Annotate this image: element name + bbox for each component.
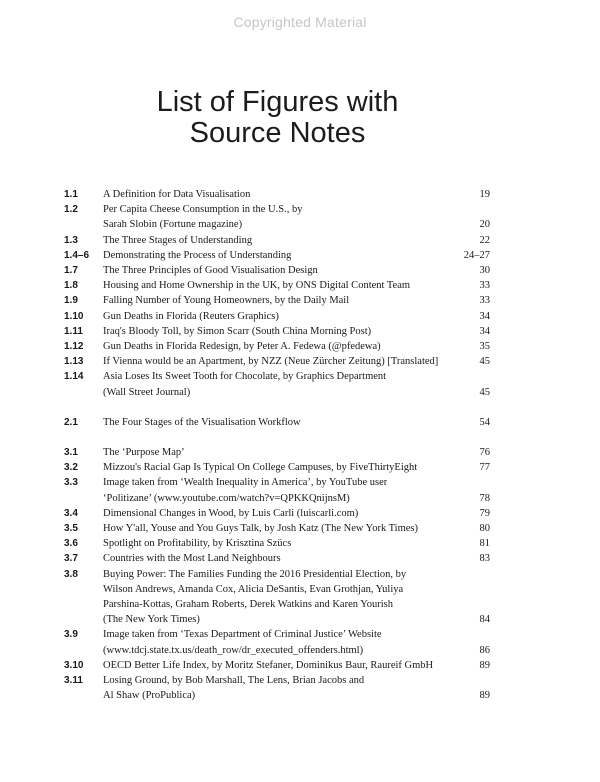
caption-line xyxy=(103,445,490,460)
caption-text: OECD Better Life Index, by Moritz Stefaner, Dominikus Baur, Raureif GmbH xyxy=(103,659,434,671)
figure-number: 1.2 xyxy=(64,204,78,216)
caption-text: (www.tdcj.state.tx.us/death_row/dr_executed_offenders.html) xyxy=(103,644,364,656)
caption-text: The Three Principles of Good Visualisation Design xyxy=(103,265,318,277)
figure-number: 1.8 xyxy=(64,280,78,292)
caption-text: Gun Deaths in Florida Redesign, by Peter A. Fedewa (@pfedewa) xyxy=(103,341,381,353)
figure-entry xyxy=(64,263,490,278)
caption-line xyxy=(103,293,490,308)
caption-text: Asia Loses Its Sweet Tooth for Chocolate, by Graphics Department xyxy=(103,371,387,383)
figure-entry xyxy=(64,445,490,460)
figure-caption xyxy=(103,475,490,505)
caption-line xyxy=(103,263,490,278)
figure-number: 3.2 xyxy=(64,462,78,474)
caption-line xyxy=(103,597,490,612)
caption-text: If Vienna would be an Apartment, by NZZ (Neue Zürcher Zeitung) [Translated] xyxy=(103,356,439,368)
caption-line xyxy=(103,506,490,521)
caption-text: Image taken from ‘Wealth Inequality in America’, by YouTube user xyxy=(103,477,388,489)
figure-entry xyxy=(64,339,490,354)
page-number: 20 xyxy=(479,219,490,231)
caption-line xyxy=(103,278,490,293)
figure-list xyxy=(64,187,490,704)
figure-caption xyxy=(103,354,490,369)
caption-text: Housing and Home Ownership in the UK, by ONS Digital Content Team xyxy=(103,280,411,292)
figure-caption xyxy=(103,567,490,628)
caption-text: (Wall Street Journal) xyxy=(103,386,191,398)
figure-caption xyxy=(103,324,490,339)
caption-line xyxy=(103,521,490,536)
figure-number: 1.3 xyxy=(64,234,78,246)
caption-text: Sarah Slobin (Fortune magazine) xyxy=(103,219,243,231)
caption-text: (The New York Times) xyxy=(103,614,200,626)
caption-line xyxy=(103,187,490,202)
caption-text: Losing Ground, by Bob Marshall, The Lens, Brian Jacobs and xyxy=(103,675,365,687)
caption-line xyxy=(103,643,490,658)
figure-number: 3.4 xyxy=(64,507,78,519)
caption-text: Dimensional Changes in Wood, by Luis Carli (luiscarli.com) xyxy=(103,507,359,519)
figure-entry xyxy=(64,521,490,536)
figure-number: 3.7 xyxy=(64,553,78,565)
caption-text: A Definition for Data Visualisation xyxy=(103,189,251,200)
page-number: 84 xyxy=(479,614,490,626)
figure-entry xyxy=(64,415,490,430)
figure-number: 1.10 xyxy=(64,310,84,322)
figure-entry xyxy=(64,658,490,673)
figure-entry xyxy=(64,369,490,399)
caption-line xyxy=(103,248,490,263)
caption-line xyxy=(103,202,490,217)
page-number: 34 xyxy=(479,310,490,322)
figure-caption xyxy=(103,521,490,536)
caption-line xyxy=(103,673,490,688)
page-number: 33 xyxy=(479,295,490,307)
caption-line xyxy=(103,567,490,582)
figure-number: 1.7 xyxy=(64,265,78,277)
figure-number: 3.8 xyxy=(64,568,78,580)
figure-entry xyxy=(64,551,490,566)
caption-line xyxy=(103,582,490,597)
caption-line xyxy=(103,491,490,506)
figure-caption xyxy=(103,536,490,551)
page-number: 45 xyxy=(479,356,490,368)
section-spacer xyxy=(64,430,490,445)
caption-text: Iraq's Bloody Toll, by Simon Scarr (South China Morning Post) xyxy=(103,325,372,337)
figure-caption xyxy=(103,445,490,460)
caption-line xyxy=(103,233,490,248)
figure-caption xyxy=(103,627,490,657)
caption-line xyxy=(103,612,490,627)
caption-text: Demonstrating the Process of Understanding xyxy=(103,249,292,261)
figure-entry xyxy=(64,324,490,339)
title-line: Source Notes xyxy=(189,117,366,150)
figure-entry xyxy=(64,506,490,521)
caption-text: ‘Politizane’ (www.youtube.com/watch?v=QPKKQnijnsM) xyxy=(103,492,350,504)
page-number: 24–27 xyxy=(463,249,490,261)
caption-line xyxy=(103,627,490,642)
figure-number: 1.4–6 xyxy=(64,249,90,261)
caption-line xyxy=(103,369,490,384)
page-number: 83 xyxy=(479,553,490,565)
page-number: 54 xyxy=(479,416,490,428)
caption-text: Gun Deaths in Florida (Reuters Graphics) xyxy=(103,310,279,322)
figure-number: 1.13 xyxy=(64,356,84,368)
figure-caption xyxy=(103,248,490,263)
figure-number: 2.1 xyxy=(64,416,78,428)
page-number: 30 xyxy=(479,265,490,277)
page-number: 79 xyxy=(479,507,490,519)
figure-number: 3.9 xyxy=(64,629,78,641)
caption-line xyxy=(103,658,490,673)
page-number: 81 xyxy=(479,538,490,550)
figure-number: 1.12 xyxy=(64,341,84,353)
figure-caption xyxy=(103,551,490,566)
figure-entry xyxy=(64,248,490,263)
figure-caption xyxy=(103,673,490,703)
caption-line xyxy=(103,551,490,566)
caption-text: Spotlight on Profitability, by Krisztina Szücs xyxy=(103,538,292,550)
caption-line xyxy=(103,688,490,703)
title-line: List of Figures with xyxy=(156,86,399,119)
page-number: 89 xyxy=(479,659,490,671)
page-number: 22 xyxy=(479,234,490,246)
figure-entry xyxy=(64,293,490,308)
figure-caption xyxy=(103,202,490,232)
page-number: 76 xyxy=(479,447,490,459)
caption-line xyxy=(103,415,490,430)
figure-caption xyxy=(103,233,490,248)
caption-line xyxy=(103,536,490,551)
caption-line xyxy=(103,475,490,490)
figure-number: 1.14 xyxy=(64,371,84,383)
caption-line xyxy=(103,324,490,339)
figure-entry xyxy=(64,309,490,324)
figure-number: 3.1 xyxy=(64,447,78,459)
caption-text: Al Shaw (ProPublica) xyxy=(103,690,196,702)
page-number: 34 xyxy=(479,325,490,337)
figure-entry xyxy=(64,354,490,369)
page-number: 86 xyxy=(479,644,490,656)
figure-number: 3.5 xyxy=(64,523,78,535)
figure-caption xyxy=(103,415,490,430)
caption-line xyxy=(103,354,490,369)
section-spacer xyxy=(64,400,490,415)
page-number: 78 xyxy=(479,492,490,504)
page-number: 77 xyxy=(479,462,490,474)
caption-line xyxy=(103,460,490,475)
figure-caption xyxy=(103,278,490,293)
caption-text: Per Capita Cheese Consumption in the U.S., by xyxy=(103,204,303,216)
page-title xyxy=(0,87,555,149)
figure-caption xyxy=(103,293,490,308)
figure-entry xyxy=(64,233,490,248)
figure-number: 3.11 xyxy=(64,675,83,687)
figure-entry xyxy=(64,187,490,202)
figure-number: 3.3 xyxy=(64,477,78,489)
figure-caption xyxy=(103,263,490,278)
caption-text: The ‘Purpose Map’ xyxy=(103,447,185,459)
caption-line xyxy=(103,385,490,400)
caption-text: The Four Stages of the Visualisation Workflow xyxy=(103,416,301,428)
caption-text: Buying Power: The Families Funding the 2016 Presidential Election, by xyxy=(103,568,407,580)
page-number: 80 xyxy=(479,523,490,535)
figure-entry xyxy=(64,475,490,505)
caption-text: How Y'all, Youse and You Guys Talk, by Josh Katz (The New York Times) xyxy=(103,523,419,535)
caption-text: Parshina-Kottas, Graham Roberts, Derek Watkins and Karen Yourish xyxy=(103,599,393,611)
caption-line xyxy=(103,339,490,354)
figure-caption xyxy=(103,658,490,673)
figure-number: 1.11 xyxy=(64,325,83,337)
figure-caption xyxy=(103,460,490,475)
page-number: 35 xyxy=(479,341,490,353)
figure-number: 3.10 xyxy=(64,659,84,671)
watermark: Copyrighted Material xyxy=(233,14,367,30)
figure-entry xyxy=(64,567,490,628)
figure-caption xyxy=(103,506,490,521)
figure-number: 1.1 xyxy=(64,189,78,200)
figure-number: 1.9 xyxy=(64,295,78,307)
figure-entry xyxy=(64,202,490,232)
figure-number: 3.6 xyxy=(64,538,78,550)
figure-caption xyxy=(103,309,490,324)
caption-text: Wilson Andrews, Amanda Cox, Alicia DeSantis, Evan Grothjan, Yuliya xyxy=(103,583,404,595)
page-number: 45 xyxy=(479,386,490,398)
page-number: 33 xyxy=(479,280,490,292)
caption-text: The Three Stages of Understanding xyxy=(103,234,253,246)
caption-line xyxy=(103,309,490,324)
figure-entry xyxy=(64,627,490,657)
caption-text: Countries with the Most Land Neighbours xyxy=(103,553,281,565)
figure-caption xyxy=(103,339,490,354)
figure-entry xyxy=(64,673,490,703)
page-number: 89 xyxy=(479,690,490,702)
figure-caption xyxy=(103,187,490,202)
caption-text: Falling Number of Young Homeowners, by the Daily Mail xyxy=(103,295,350,307)
figure-entry xyxy=(64,278,490,293)
caption-text: Image taken from ‘Texas Department of Criminal Justice’ Website xyxy=(103,629,382,641)
figure-entry xyxy=(64,460,490,475)
page-number: 19 xyxy=(479,189,490,200)
figure-caption xyxy=(103,369,490,399)
figure-entry xyxy=(64,536,490,551)
caption-line xyxy=(103,217,490,232)
caption-text: Mizzou's Racial Gap Is Typical On College Campuses, by FiveThirtyEight xyxy=(103,462,418,474)
